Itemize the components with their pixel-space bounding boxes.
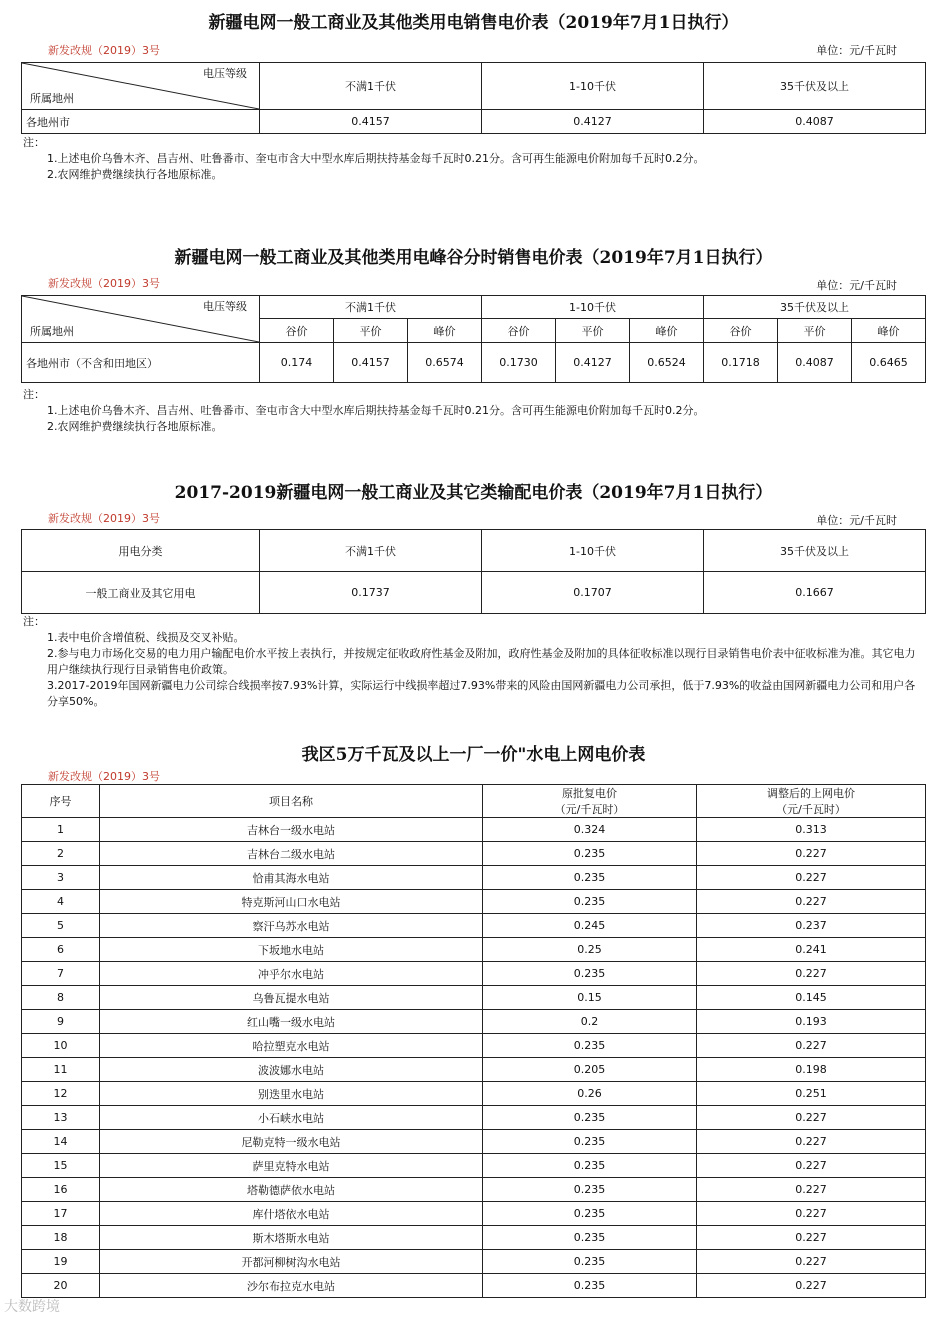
table-row: [22, 1154, 926, 1178]
original-price: 0.235: [483, 1226, 697, 1250]
note-item: 2.农网维护费继续执行各地原标准。: [47, 168, 223, 181]
note-item: 3.2017-2019年国网新疆电力公司综合线损率按7.93%计算，实际运行中线损率超过7.93%带来的风险由国网新疆电力公司承担，低于7.93%的收益由国网新疆电力公司和用户各分享50%。: [47, 679, 916, 708]
table1-col-header: 1-10千伏: [482, 63, 704, 110]
original-price: 0.235: [483, 1034, 697, 1058]
notes-heading: 注：: [23, 388, 45, 401]
table3-header: 35千伏及以上: [704, 530, 926, 572]
table-row: [22, 962, 926, 986]
table-row: [22, 1226, 926, 1250]
table3-header: 用电分类: [22, 530, 260, 572]
table2-sub-header: 谷价: [260, 319, 334, 343]
table1-row-label: 各地州市: [22, 110, 260, 134]
table-row: [22, 938, 926, 962]
table2-unit: 单位：元/千瓦时: [816, 279, 897, 292]
table-row: [22, 1082, 926, 1106]
row-index: 12: [22, 1082, 100, 1106]
adjusted-price: 0.227: [697, 1226, 926, 1250]
adjusted-price: 0.145: [697, 986, 926, 1010]
table4-header-original-price: [483, 785, 697, 818]
table4-header-adjusted-price: [697, 785, 926, 818]
adjusted-price: 0.227: [697, 1130, 926, 1154]
row-index: 14: [22, 1130, 100, 1154]
row-index: 18: [22, 1226, 100, 1250]
table1-col-header: 35千伏及以上: [704, 63, 926, 110]
table2-value: 0.4157: [334, 343, 408, 383]
station-name: 库什塔依水电站: [100, 1202, 483, 1226]
table3-doc-number: 新发改规（2019）3号: [48, 512, 160, 525]
adjusted-price: 0.227: [697, 1178, 926, 1202]
adjusted-price: 0.251: [697, 1082, 926, 1106]
station-name: 吉林台一级水电站: [100, 818, 483, 842]
table1: [21, 62, 926, 134]
table-row: [22, 1178, 926, 1202]
row-index: 8: [22, 986, 100, 1010]
notes-heading: 注：: [23, 615, 45, 628]
header-line: 调整后的上网电价: [767, 787, 855, 800]
adjusted-price: 0.227: [697, 842, 926, 866]
header-line: （元/千瓦时）: [554, 803, 625, 816]
table1-value: 0.4087: [704, 110, 926, 134]
adjusted-price: 0.193: [697, 1010, 926, 1034]
row-index: 1: [22, 818, 100, 842]
table-row: [22, 1010, 926, 1034]
row-index: 16: [22, 1178, 100, 1202]
table2-title: 新疆电网一般工商业及其他类用电峰谷分时销售电价表（2019年7月1日执行）: [174, 248, 773, 268]
table2-value: 0.4127: [556, 343, 630, 383]
table-row: [22, 890, 926, 914]
station-name: 沙尔布拉克水电站: [100, 1274, 483, 1298]
table2-sub-header: 峰价: [852, 319, 926, 343]
table1-doc-number: 新发改规（2019）3号: [48, 44, 160, 57]
adjusted-price: 0.227: [697, 1202, 926, 1226]
table2-group-header: 不满1千伏: [260, 296, 482, 319]
adjusted-price: 0.227: [697, 1154, 926, 1178]
table3-unit: 单位：元/千瓦时: [816, 514, 897, 527]
original-price: 0.2: [483, 1010, 697, 1034]
header-line: （元/千瓦时）: [776, 803, 846, 816]
row-index: 6: [22, 938, 100, 962]
table2-doc-number: 新发改规（2019）3号: [48, 277, 160, 290]
table2-group-header: 1-10千伏: [482, 296, 704, 319]
original-price: 0.235: [483, 1250, 697, 1274]
table3-notes: [21, 614, 925, 710]
table2-value: 0.6574: [408, 343, 482, 383]
table2-row-label: 各地州市（不含和田地区）: [22, 343, 260, 383]
table1-title: 新疆电网一般工商业及其他类用电销售电价表（2019年7月1日执行）: [208, 13, 739, 33]
row-index: 2: [22, 842, 100, 866]
table4-header-index: 序号: [22, 785, 100, 818]
watermark: 大数跨境: [4, 1299, 60, 1315]
original-price: 0.205: [483, 1058, 697, 1082]
table-row: [22, 1106, 926, 1130]
table2-sub-header: 平价: [778, 319, 852, 343]
table3-title: 2017-2019新疆电网一般工商业及其它类输配电价表（2019年7月1日执行）: [174, 483, 773, 503]
table2-sub-header: 平价: [334, 319, 408, 343]
table2-value: 0.4087: [778, 343, 852, 383]
station-name: 吉林台二级水电站: [100, 842, 483, 866]
table-row: [22, 1058, 926, 1082]
table2-region-label: 所属地州: [30, 325, 74, 338]
row-index: 20: [22, 1274, 100, 1298]
adjusted-price: 0.227: [697, 1250, 926, 1274]
station-name: 乌鲁瓦提水电站: [100, 986, 483, 1010]
table2-value: 0.174: [260, 343, 334, 383]
station-name: 斯木塔斯水电站: [100, 1226, 483, 1250]
table2-sub-header: 谷价: [704, 319, 778, 343]
table2-sub-header: 峰价: [408, 319, 482, 343]
table2: [21, 295, 926, 383]
adjusted-price: 0.227: [697, 1106, 926, 1130]
adjusted-price: 0.237: [697, 914, 926, 938]
table-row: [22, 1034, 926, 1058]
station-name: 恰甫其海水电站: [100, 866, 483, 890]
row-index: 17: [22, 1202, 100, 1226]
table2-voltage-label: 电压等级: [203, 300, 247, 313]
table3-value: 0.1667: [704, 572, 926, 614]
adjusted-price: 0.227: [697, 962, 926, 986]
table-row: [22, 986, 926, 1010]
row-index: 9: [22, 1010, 100, 1034]
table-row: [22, 866, 926, 890]
original-price: 0.235: [483, 842, 697, 866]
original-price: 0.235: [483, 1106, 697, 1130]
table2-sub-header: 峰价: [630, 319, 704, 343]
table-row: [22, 914, 926, 938]
original-price: 0.15: [483, 986, 697, 1010]
original-price: 0.235: [483, 962, 697, 986]
adjusted-price: 0.227: [697, 1034, 926, 1058]
original-price: 0.235: [483, 1154, 697, 1178]
table-row: [22, 1130, 926, 1154]
table3-header: 1-10千伏: [482, 530, 704, 572]
table4-header-name: 项目名称: [100, 785, 483, 818]
station-name: 尼勒克特一级水电站: [100, 1130, 483, 1154]
note-item: 2.参与电力市场化交易的电力用户输配电价水平按上表执行，并按规定征收政府性基金及附加，政府性基金及附加的具体征收标准以现行目录销售电价表中征收标准为准。其它电力用户继续执行现行目录销售电价政策。: [47, 647, 916, 676]
table1-unit: 单位：元/千瓦时: [816, 44, 897, 57]
station-name: 冲乎尔水电站: [100, 962, 483, 986]
station-name: 红山嘴一级水电站: [100, 1010, 483, 1034]
adjusted-price: 0.227: [697, 866, 926, 890]
station-name: 特克斯河山口水电站: [100, 890, 483, 914]
table1-value: 0.4157: [260, 110, 482, 134]
original-price: 0.245: [483, 914, 697, 938]
notes-heading: 注：: [23, 136, 45, 149]
table2-corner-cell: [22, 296, 260, 343]
table2-notes: [21, 387, 925, 435]
station-name: 波波娜水电站: [100, 1058, 483, 1082]
note-item: 1.上述电价乌鲁木齐、昌吉州、吐鲁番市、奎屯市含大中型水库后期扶持基金每千瓦时0.21分。含可再生能源电价附加每千瓦时0.2分。: [47, 404, 705, 417]
table1-region-label: 所属地州: [30, 92, 74, 105]
table-row: [22, 1250, 926, 1274]
original-price: 0.26: [483, 1082, 697, 1106]
station-name: 萨里克特水电站: [100, 1154, 483, 1178]
station-name: 别迭里水电站: [100, 1082, 483, 1106]
row-index: 3: [22, 866, 100, 890]
station-name: 察汗乌苏水电站: [100, 914, 483, 938]
table1-value: 0.4127: [482, 110, 704, 134]
table1-voltage-label: 电压等级: [203, 67, 247, 80]
table-row: [22, 1202, 926, 1226]
table1-col-header: 不满1千伏: [260, 63, 482, 110]
original-price: 0.235: [483, 1178, 697, 1202]
table4-title: 我区5万千瓦及以上一厂一价"水电上网电价表: [301, 745, 646, 765]
station-name: 塔勒德萨依水电站: [100, 1178, 483, 1202]
row-index: 4: [22, 890, 100, 914]
row-index: 13: [22, 1106, 100, 1130]
table-row: [22, 842, 926, 866]
row-index: 7: [22, 962, 100, 986]
adjusted-price: 0.227: [697, 1274, 926, 1298]
adjusted-price: 0.198: [697, 1058, 926, 1082]
adjusted-price: 0.241: [697, 938, 926, 962]
original-price: 0.25: [483, 938, 697, 962]
table1-corner-cell: [22, 63, 260, 110]
table2-value: 0.1718: [704, 343, 778, 383]
table3-value: 0.1737: [260, 572, 482, 614]
note-item: 1.表中电价含增值税、线损及交叉补贴。: [47, 631, 245, 644]
row-index: 10: [22, 1034, 100, 1058]
row-index: 19: [22, 1250, 100, 1274]
station-name: 开都河柳树沟水电站: [100, 1250, 483, 1274]
table3-row-label: 一般工商业及其它用电: [22, 572, 260, 614]
table2-value: 0.6524: [630, 343, 704, 383]
original-price: 0.235: [483, 866, 697, 890]
table4-doc-number: 新发改规（2019）3号: [48, 770, 160, 783]
station-name: 下坂地水电站: [100, 938, 483, 962]
adjusted-price: 0.227: [697, 890, 926, 914]
note-item: 2.农网维护费继续执行各地原标准。: [47, 420, 223, 433]
adjusted-price: 0.313: [697, 818, 926, 842]
original-price: 0.235: [483, 1130, 697, 1154]
table2-group-header: 35千伏及以上: [704, 296, 926, 319]
header-line: 原批复电价: [562, 787, 617, 800]
original-price: 0.324: [483, 818, 697, 842]
station-name: 哈拉塑克水电站: [100, 1034, 483, 1058]
table3: [21, 529, 926, 614]
row-index: 11: [22, 1058, 100, 1082]
row-index: 5: [22, 914, 100, 938]
table2-value: 0.6465: [852, 343, 926, 383]
table4: [21, 784, 926, 1298]
station-name: 小石峡水电站: [100, 1106, 483, 1130]
table1-notes: [21, 135, 925, 183]
original-price: 0.235: [483, 1274, 697, 1298]
table3-value: 0.1707: [482, 572, 704, 614]
table3-header: 不满1千伏: [260, 530, 482, 572]
row-index: 15: [22, 1154, 100, 1178]
table2-sub-header: 平价: [556, 319, 630, 343]
note-item: 1.上述电价乌鲁木齐、昌吉州、吐鲁番市、奎屯市含大中型水库后期扶持基金每千瓦时0.21分。含可再生能源电价附加每千瓦时0.2分。: [47, 152, 705, 165]
original-price: 0.235: [483, 1202, 697, 1226]
table2-sub-header: 谷价: [482, 319, 556, 343]
table-row: [22, 818, 926, 842]
original-price: 0.235: [483, 890, 697, 914]
table2-value: 0.1730: [482, 343, 556, 383]
table-row: [22, 1274, 926, 1298]
